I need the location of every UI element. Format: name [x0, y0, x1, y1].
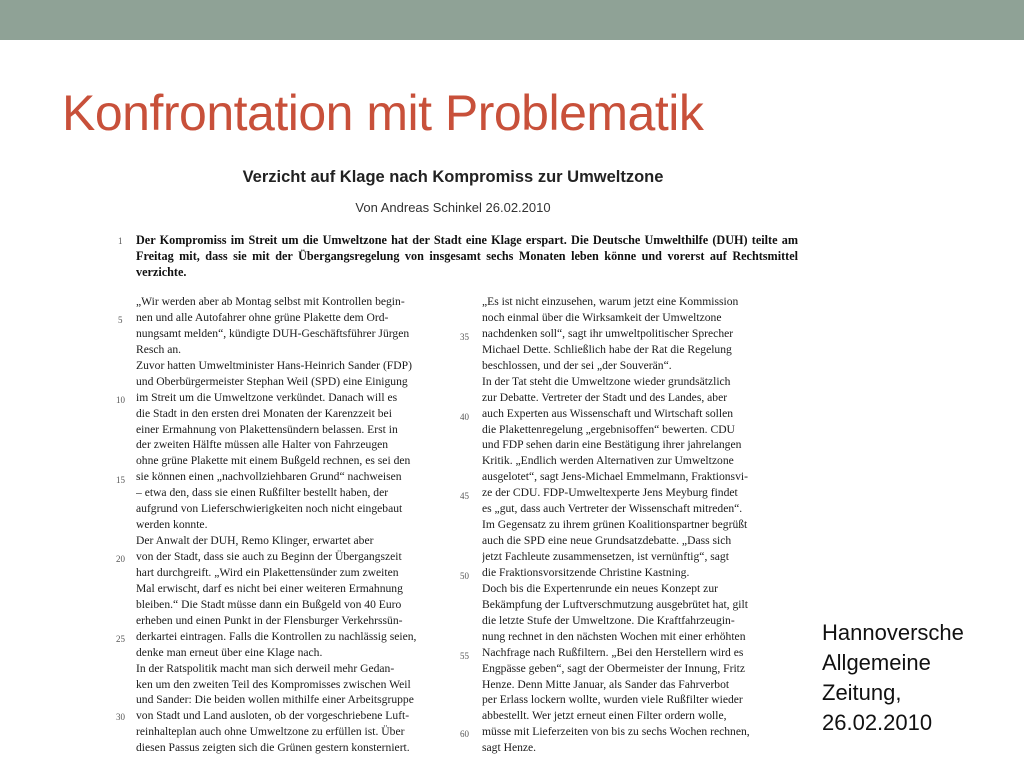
article-line: Kritik. „Endlich werden Alternativen zur Umweltzone: [482, 454, 734, 468]
article-line: im Streit um die Umweltzone verkündet. Danach will es: [136, 390, 398, 404]
article-line: müsse mit Lieferzeiten von bis zu sechs Wochen rechnen,: [482, 725, 750, 739]
article-column-left: [136, 294, 454, 756]
article-line: die letzte Stufe der Umweltzone. Die Kraftfahrzeugin-: [482, 613, 735, 627]
line-number: 35: [460, 332, 469, 342]
article-line: In der Tat steht die Umweltzone wieder grundsätzlich: [482, 374, 731, 388]
article-line: nungsamt melden“, kündigte DUH-Geschäftsführer Jürgen: [136, 326, 410, 340]
article-line: Resch an.: [136, 342, 182, 356]
article-line: Engpässe geben“, sagt der Obermeister der Innung, Fritz: [482, 661, 746, 675]
line-number: 60: [460, 729, 469, 739]
line-number: 25: [116, 634, 125, 644]
caption-line: Hannoversche: [822, 620, 964, 645]
article-line: erheben und einen Punkt in der Flensburger Verkehrssün-: [136, 613, 403, 627]
article-line: zur Debatte. Vertreter der Stadt und des Landes, aber: [482, 390, 728, 404]
article-line: sie können einen „nachvollziehbaren Grund“ nachweisen: [136, 470, 402, 484]
article-line: ken um den zweiten Teil des Kompromisses zwischen Weil: [136, 677, 411, 691]
top-accent-bar: [0, 0, 1024, 40]
line-number: 40: [460, 412, 469, 422]
line-number: 55: [460, 651, 469, 661]
article-line: es „gut, dass auch Vertreter der Wissenschaft mitreden“.: [482, 502, 743, 516]
article-line: die Plakettenregelung „ergebnisoffen“ bewerten. CDU: [482, 422, 735, 436]
article-line: Mal erwischt, darf es nicht bei einer weiteren Ermahnung: [136, 581, 403, 595]
slide-title: Konfrontation mit Problematik: [62, 85, 704, 141]
article-line: nen und alle Autofahrer ohne grüne Plakette dem Ord-: [136, 310, 389, 324]
article-line: und Sander: Die beiden wollen mithilfe einer Arbeitsgruppe: [136, 693, 414, 707]
article-line: jetzt Fachleute zusammensetzen, ist vernünftig“, sagt: [482, 550, 729, 563]
article-line: abbestellt. Wer jetzt erneut einen Filter ordern wolle,: [482, 709, 727, 723]
article-line: reinhalteplan auch ohne Umweltzone zu erfüllen ist. Über: [136, 725, 405, 739]
article-line: nung rechnet in den nächsten Wochen mit einer erhöhten: [482, 629, 746, 643]
article-line: hart durchgreift. „Wird ein Plakettensünder zum zweiten: [136, 565, 399, 579]
article-line: beschlossen, und der sei „der Souverän“.: [482, 358, 672, 372]
article-line: auch Experten aus Wissenschaft und Wirtschaft sollen: [482, 406, 734, 420]
article-line: und Oberbürgermeister Stephan Weil (SPD) eine Einigung: [136, 374, 408, 388]
article-line: Bekämpfung der Luftverschmutzung ausgebrütet hat, gilt: [482, 597, 748, 611]
caption-line: 26.02.2010: [822, 710, 933, 735]
article-line: Henze. Denn Mitte Januar, als Sander das Fahrverbot: [482, 677, 730, 691]
article-lead: Der Kompromiss im Streit um die Umweltzone hat der Stadt eine Klage erspart. Die Deutsche Umwelthilfe (DUH) teilte am Freitag mit, dass sie mit der Übergangsregelung von insgesamt sechs Monaten leben könne und vorerst auf Rechtsmittel verzichte.: [136, 233, 798, 279]
article-line: derkartei eintragen. Falls die Kontrollen zu nachlässig seien,: [136, 629, 417, 643]
article-line: ze der CDU. FDP-Umweltexperte Jens Meyburg findet: [482, 486, 738, 500]
line-number: 5: [118, 315, 123, 325]
newspaper-article: [108, 162, 798, 762]
article-line: und FDP sehen darin eine Bestätigung ihrer jahrelangen: [482, 438, 742, 452]
article-headline: Verzicht auf Klage nach Kompromiss zur Umweltzone: [242, 168, 664, 186]
line-number: 50: [460, 571, 469, 581]
article-line: „Wir werden aber ab Montag selbst mit Kontrollen begin-: [136, 295, 405, 308]
line-number: 15: [116, 475, 125, 485]
article-line: von der Stadt, dass sie auch zu Beginn der Übergangszeit: [136, 550, 402, 563]
line-number: 30: [116, 712, 125, 722]
article-line: die Fraktionsvorsitzende Christine Kastning.: [482, 565, 690, 579]
article-line: diesen Passus zeigten sich die Grünen gestern konsterniert.: [136, 741, 410, 755]
source-caption: [822, 618, 1012, 738]
article-line: werden konnte.: [136, 518, 208, 532]
line-number: 45: [460, 491, 469, 501]
article-line: ohne grüne Plakette mit einem Bußgeld rechnen, es sei den: [136, 454, 411, 468]
article-line: Zuvor hatten Umweltminister Hans-Heinrich Sander (FDP): [136, 358, 412, 372]
article-line: aufgrund von Lieferschwierigkeiten noch nicht eingebaut: [136, 502, 403, 516]
article-line: per Erlass lockern wollte, wurden viele Rußfilter wieder: [482, 693, 743, 707]
line-number: 1: [118, 236, 123, 246]
article-line: von Stadt und Land ausloten, ob der vorgeschriebene Luft-: [136, 709, 410, 723]
article-line: einer Ermahnung von Plakettensündern belassen. Erst in: [136, 422, 398, 436]
article-line: nachdenken soll“, sagt ihr umweltpolitischer Sprecher: [482, 326, 734, 340]
caption-line: Zeitung,: [822, 680, 902, 705]
article-line: der zweiten Hälfte müssen alle Halter von Fahrzeugen: [136, 438, 389, 452]
article-line: noch einmal über die Wirksamkeit der Umweltzone: [482, 310, 722, 324]
article-line: bleiben.“ Die Stadt müsse dann ein Bußgeld von 40 Euro: [136, 597, 402, 611]
article-line: Der Anwalt der DUH, Remo Klinger, erwartet aber: [136, 534, 374, 548]
article-line: auch die SPD eine neue Grundsatzdebatte. „Dass sich: [482, 534, 732, 548]
article-line: Doch bis die Expertenrunde ein neues Konzept zur: [482, 581, 718, 595]
article-line: Michael Dette. Schließlich habe der Rat die Regelung: [482, 342, 732, 356]
article-line: ausgelotet“, sagt Jens-Michael Emmelmann, Fraktionsvi-: [482, 470, 748, 484]
article-line: Im Gegensatz zu ihrem grünen Koalitionspartner begrüßt: [482, 518, 748, 532]
line-number: 10: [116, 395, 125, 405]
article-line: – etwa den, dass sie einen Rußfilter bestellt haben, der: [136, 486, 389, 500]
article-byline: Von Andreas Schinkel 26.02.2010: [355, 200, 551, 215]
article-line: die Stadt in den ersten drei Monaten der Karenzzeit bei: [136, 406, 392, 420]
article-line: denke man erneut über eine Klage nach.: [136, 645, 323, 659]
article-line: sagt Henze.: [482, 741, 537, 755]
article-line: Nachfrage nach Rußfiltern. „Bei den Herstellern wird es: [482, 645, 744, 659]
article-line: In der Ratspolitik macht man sich derweil mehr Gedan-: [136, 661, 395, 675]
line-number: 20: [116, 554, 125, 564]
article-column-right: [482, 294, 798, 756]
caption-line: Allgemeine: [822, 650, 931, 675]
article-line: „Es ist nicht einzusehen, warum jetzt eine Kommission: [482, 295, 739, 308]
